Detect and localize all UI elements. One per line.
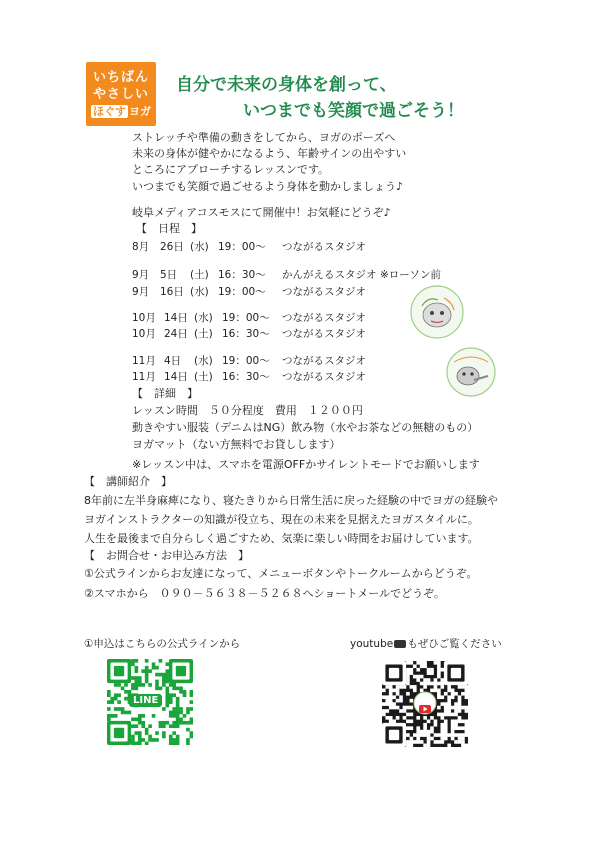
schedule-month: 9月 bbox=[132, 269, 150, 281]
logo-line-2: やさしい bbox=[92, 86, 149, 102]
schedule-row bbox=[132, 267, 472, 281]
schedule-month: 8月 bbox=[132, 241, 150, 253]
schedule-row bbox=[132, 310, 412, 324]
schedule-time: 19：00～ bbox=[222, 312, 270, 324]
schedule-month: 9月 bbox=[132, 286, 150, 298]
logo-line-3 bbox=[91, 104, 151, 120]
details-line-1: レッスン時間 ５０分程度 費用 １２００円 bbox=[132, 404, 363, 417]
schedule-dow: (水) bbox=[190, 241, 209, 253]
contact-line-2: ②スマホから ０９０－５６３８－５２６８へショートメールでどうぞ。 bbox=[84, 587, 445, 600]
contact-heading: 【 お問合せ・お申込み方法 】 bbox=[84, 549, 249, 562]
schedule-dow: (水) bbox=[190, 286, 209, 298]
details-line-4: ※レッスン中は、スマホを電源OFFかサイレントモードでお願いします bbox=[132, 458, 480, 471]
schedule-studio: つながるスタジオ bbox=[282, 312, 366, 324]
schedule-row bbox=[132, 326, 412, 340]
line-logo-label: LINE bbox=[129, 694, 162, 707]
logo bbox=[86, 62, 156, 126]
contact-line-1: ①公式ラインからお友達になって、メニューボタンやトークルームからどうぞ。 bbox=[84, 567, 478, 580]
youtube-qr-caption bbox=[350, 637, 502, 651]
schedule-row bbox=[132, 239, 472, 253]
youtube-qr-code[interactable] bbox=[382, 661, 468, 747]
schedule-row bbox=[132, 369, 412, 383]
schedule-month: 11月 bbox=[132, 355, 156, 367]
schedule-day: 16日 bbox=[160, 286, 184, 298]
headline-line-2: いつまでも笑顔で過ごそう！ bbox=[243, 101, 464, 121]
details-line-2: 動きやすい服装（デニムはNG）飲み物（水やお茶などの無糖のもの） bbox=[132, 421, 479, 434]
schedule-dow: (土) bbox=[194, 371, 213, 383]
logo-line-3-rest: ヨガ bbox=[129, 104, 151, 118]
instructor-heading: 【 講師紹介 】 bbox=[84, 475, 172, 488]
logo-line-3-box: ほぐす bbox=[93, 104, 126, 118]
schedule-studio: かんがえるスタジオ bbox=[282, 269, 377, 281]
schedule-month: 10月 bbox=[132, 328, 156, 340]
schedule-day: 24日 bbox=[164, 328, 188, 340]
schedule-studio: つながるスタジオ bbox=[282, 241, 366, 253]
intro-line-4: いつまでも笑顔で過ごせるよう身体を動かしましょう♪ bbox=[132, 180, 404, 193]
schedule-day: 14日 bbox=[164, 312, 188, 324]
yoga-character-illustration bbox=[408, 284, 466, 340]
schedule-dow: (土) bbox=[194, 328, 213, 340]
schedule-time: 19：00～ bbox=[222, 355, 270, 367]
instructor-line-2: ヨガインストラクターの知識が役立ち、現在の未来を見据えたヨガスタイルに。 bbox=[84, 513, 479, 526]
intro-line-3: ところにアプローチするレッスンです。 bbox=[132, 163, 330, 176]
schedule-time: 16：30～ bbox=[222, 328, 270, 340]
schedule-month: 10月 bbox=[132, 312, 156, 324]
youtube-caption-text-b: もぜひご覧ください bbox=[407, 638, 502, 650]
line-qr-caption: ①申込はこちらの公式ラインから bbox=[84, 638, 241, 650]
schedule-time: 16：30～ bbox=[222, 371, 270, 383]
schedule-time: 19：00～ bbox=[218, 286, 266, 298]
schedule-dow: (水) bbox=[194, 355, 213, 367]
schedule-day: 4日 bbox=[164, 355, 182, 367]
schedule-day: 5日 bbox=[160, 269, 178, 281]
schedule-row bbox=[132, 353, 412, 367]
youtube-caption-text-a: youtube bbox=[350, 638, 394, 650]
schedule-day: 14日 bbox=[164, 371, 188, 383]
details-line-3: ヨガマット（ない方無料でお貸しします） bbox=[132, 438, 341, 451]
schedule-time: 19：00～ bbox=[218, 241, 266, 253]
schedule-heading: 【 日程 】 bbox=[136, 222, 202, 235]
instructor-line-1: 8年前に左半身麻痺になり、寝たきりから日常生活に戻った経験の中でヨガの経験や bbox=[84, 494, 498, 507]
stretch-character-illustration bbox=[444, 346, 498, 398]
schedule-time: 16：30～ bbox=[218, 269, 266, 281]
schedule-dow: (土) bbox=[190, 269, 209, 281]
intro-line-1: ストレッチや準備の動きをしてから、ヨガのポーズへ bbox=[132, 131, 396, 144]
schedule-note: ※ローソン前 bbox=[380, 269, 441, 281]
schedule-dow: (水) bbox=[194, 312, 213, 324]
schedule-studio: つながるスタジオ bbox=[282, 355, 366, 367]
schedule-studio: つながるスタジオ bbox=[282, 328, 366, 340]
intro-line-2: 未来の身体が健やかになるよう、年齢サインの出やすい bbox=[132, 147, 407, 160]
headline-line-1: 自分で未来の身体を創って、 bbox=[176, 75, 397, 95]
instructor-line-3: 人生を最後まで自分らしく過ごすため、気楽に楽しい時間をお届けしています。 bbox=[84, 532, 479, 545]
logo-line-1: いちばん bbox=[92, 69, 149, 85]
venue-note: 岐阜メディアコスモスにて開催中！お気軽にどうぞ♪ bbox=[132, 206, 391, 219]
schedule-studio: つながるスタジオ bbox=[282, 371, 366, 383]
details-heading: 【 詳細 】 bbox=[132, 387, 198, 400]
schedule-studio: つながるスタジオ bbox=[282, 286, 366, 298]
schedule-month: 11月 bbox=[132, 371, 156, 383]
tv-icon bbox=[394, 640, 406, 648]
schedule-day: 26日 bbox=[160, 241, 184, 253]
